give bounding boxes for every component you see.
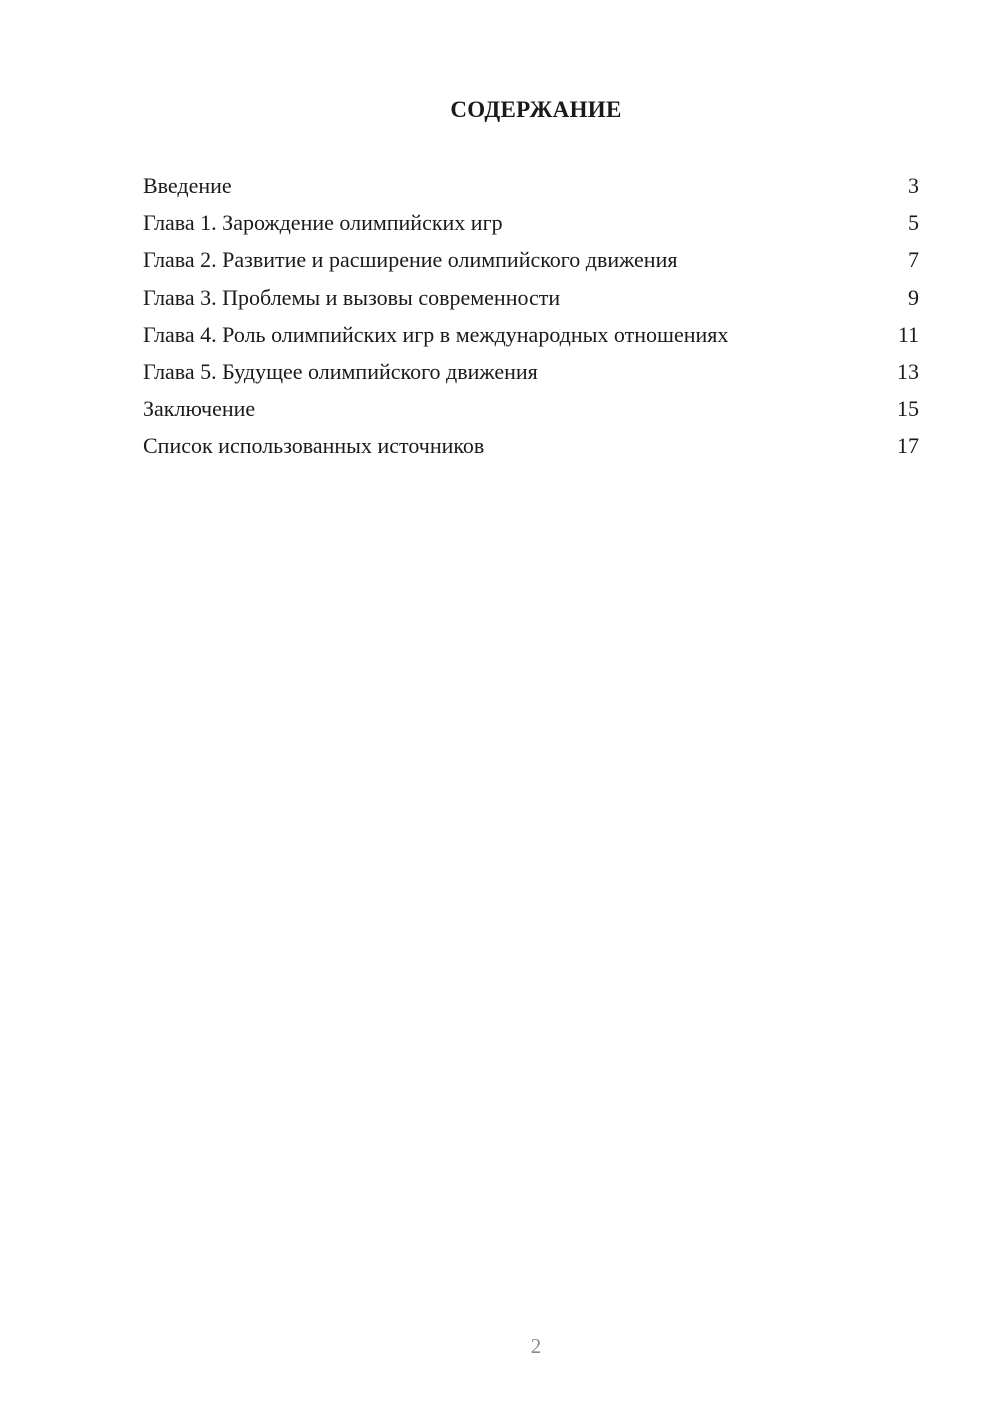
toc-entry-references [143, 427, 919, 464]
toc-entry-page: 5 [908, 210, 919, 236]
toc-entry-chapter-2 [143, 241, 919, 278]
toc-entry-label: Глава 1. Зарождение олимпийских игр [143, 210, 503, 236]
toc-entry-page: 11 [897, 321, 919, 347]
toc-entry-label: Заключение [143, 396, 256, 422]
toc-entry-label: Введение [143, 173, 232, 198]
toc-entry-label: Глава 2. Развитие и расширение олимпийского движения [143, 247, 678, 273]
toc-entry-page: 17 [897, 433, 919, 459]
toc-entry-chapter-5 [143, 353, 919, 390]
toc-title: СОДЕРЖАНИЕ [450, 97, 622, 122]
toc-entry-chapter-1 [143, 204, 919, 241]
toc-entry-page: 9 [908, 284, 919, 310]
toc-entry-chapter-4 [143, 316, 919, 353]
toc-entry-introduction [143, 167, 919, 204]
toc-entry-page: 3 [908, 173, 919, 198]
page-number: 2 [530, 1334, 542, 1358]
toc-entry-label: Глава 3. Проблемы и вызовы современности [143, 284, 561, 310]
toc-entry-conclusion [143, 390, 919, 427]
toc-entry-page: 13 [897, 358, 919, 384]
toc-entry-chapter-3 [143, 279, 919, 316]
toc-entry-page: 7 [908, 247, 919, 273]
toc-entry-label: Список использованных источников [143, 433, 485, 459]
toc-entry-label: Глава 5. Будущее олимпийского движения [143, 358, 538, 384]
toc-entry-label: Глава 4. Роль олимпийских игр в международных отношениях [143, 321, 729, 347]
toc-entry-page: 15 [897, 396, 919, 422]
table-of-contents [143, 167, 919, 465]
